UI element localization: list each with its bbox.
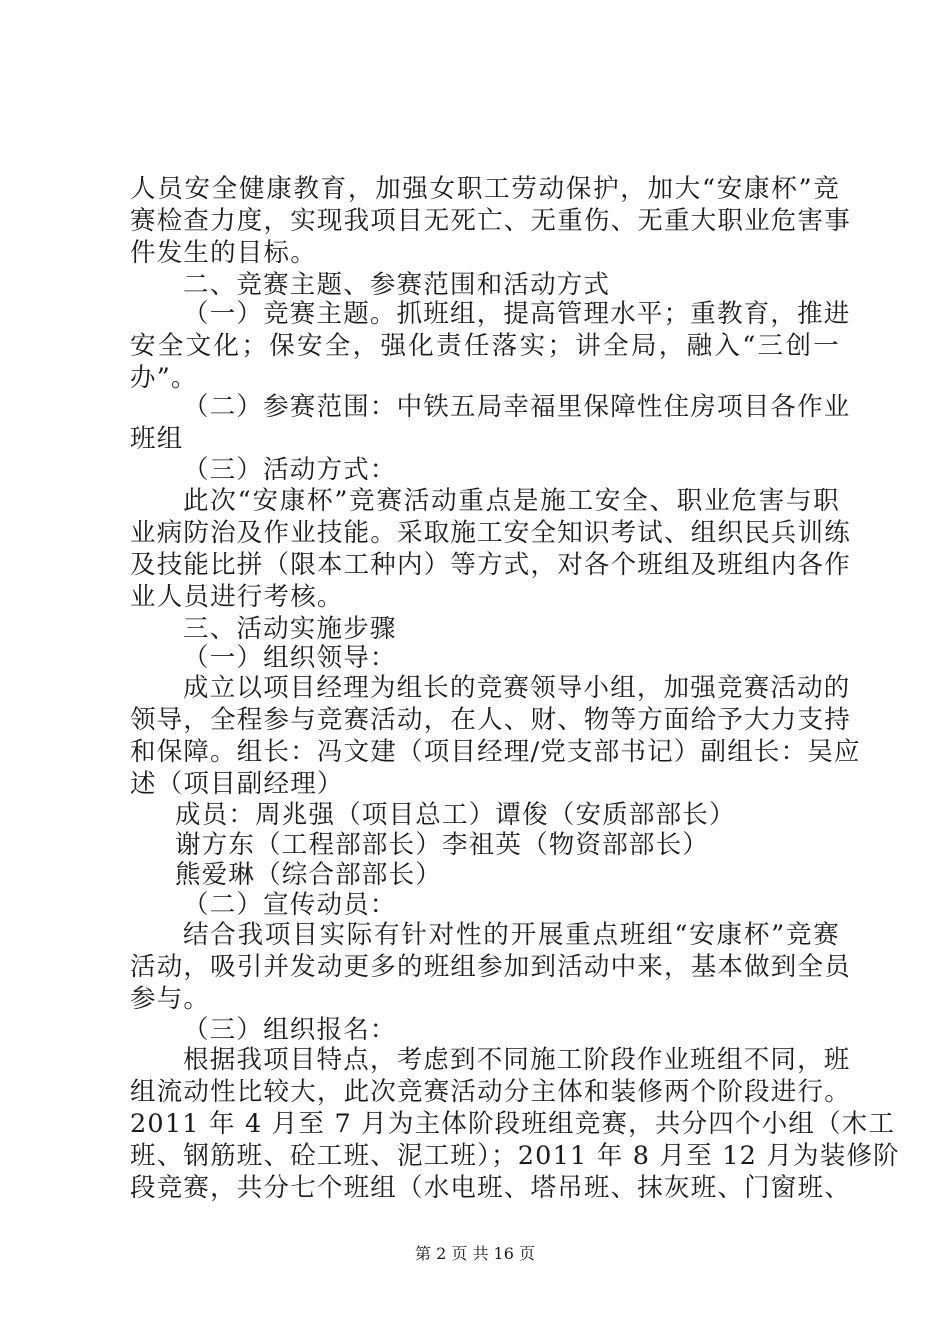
body-text-line: 件发生的目标。 bbox=[130, 238, 317, 268]
subsection-heading: （三）组织报名： bbox=[183, 1015, 397, 1045]
body-text-line: 组流动性比较大，此次竞赛活动分主体和装修两个阶段进行。 bbox=[130, 1077, 851, 1107]
body-text-line: 此次“安康杯”竞赛活动重点是施工安全、职业危害与职 bbox=[183, 486, 840, 516]
section-heading: 三、活动实施步骤 bbox=[183, 614, 397, 644]
body-text-line: 成立以项目经理为组长的竞赛领导小组，加强竞赛活动的 bbox=[183, 673, 851, 703]
subsection-heading: （二）宣传动员： bbox=[183, 890, 397, 920]
body-text-line: 领导，全程参与竞赛活动，在人、财、物等方面给予大力支持 bbox=[130, 705, 851, 735]
subsection-heading: （三）活动方式： bbox=[183, 455, 397, 485]
body-text-line: 熊爱琳（综合部部长） bbox=[175, 860, 443, 890]
body-text-line: 成员：周兆强（项目总工）谭俊（安质部部长） bbox=[175, 800, 736, 830]
section-heading: 二、竞赛主题、参赛范围和活动方式 bbox=[183, 270, 611, 300]
body-text-line: 结合我项目实际有针对性的开展重点班组“安康杯”竞赛 bbox=[183, 920, 840, 950]
body-text-line: 班组 bbox=[130, 424, 184, 454]
body-text-line: 安全文化；保安全，强化责任落实；讲全局，融入“三创一 bbox=[130, 331, 840, 361]
body-text-line: 活动，吸引并发动更多的班组参加到活动中来，基本做到全员 bbox=[130, 952, 851, 982]
body-text-line: 述（项目副经理） bbox=[130, 769, 344, 799]
page-number-footer: 第 2 页 共 16 页 bbox=[415, 1244, 535, 1263]
body-text-line: 业人员进行考核。 bbox=[130, 582, 344, 612]
body-text-line: 及技能比拼（限本工种内）等方式，对各个班组及班组内各作 bbox=[130, 550, 851, 580]
body-text-line: 赛检查力度，实现我项目无死亡、无重伤、无重大职业危害事 bbox=[130, 206, 851, 236]
body-text-line: 班、钢筋班、砼工班、泥工班）；2011 年 8 月至 12 月为装修阶 bbox=[130, 1141, 900, 1171]
body-text-line: （二）参赛范围：中铁五局幸福里保障性住房项目各作业 bbox=[183, 392, 851, 422]
body-text-line: 2011 年 4 月至 7 月为主体阶段班组竞赛，共分四个小组（木工 bbox=[130, 1109, 896, 1139]
body-text-line: 办”。 bbox=[130, 363, 198, 393]
body-text-line: 段竞赛，共分七个班组（水电班、塔吊班、抹灰班、门窗班、 bbox=[130, 1173, 851, 1203]
body-text-line: 和保障。组长：冯文建（项目经理/党支部书记）副组长：吴应 bbox=[130, 737, 861, 767]
subsection-heading: （一）组织领导： bbox=[183, 643, 397, 673]
body-text-line: （一）竞赛主题。抓班组，提高管理水平；重教育，推进 bbox=[183, 299, 851, 329]
body-text-line: 业病防治及作业技能。采取施工安全知识考试、组织民兵训练 bbox=[130, 518, 851, 548]
body-text-line: 参与。 bbox=[130, 984, 211, 1014]
body-text-line: 人员安全健康教育，加强女职工劳动保护，加大“安康杯”竞 bbox=[130, 174, 840, 204]
body-text-line: 根据我项目特点，考虑到不同施工阶段作业班组不同，班 bbox=[183, 1045, 851, 1075]
body-text-line: 谢方东（工程部部长）李祖英（物资部部长） bbox=[175, 830, 710, 860]
